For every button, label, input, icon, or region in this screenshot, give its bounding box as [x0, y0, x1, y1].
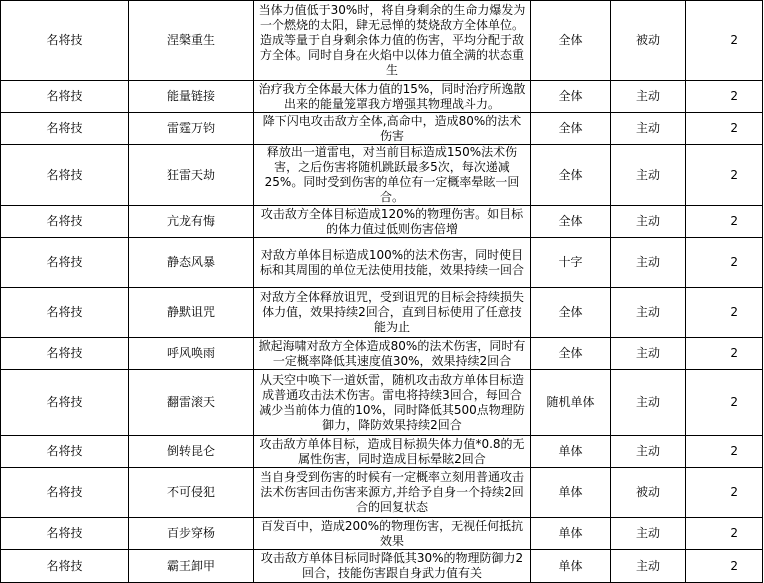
- skill-name-cell: 霸王卸甲: [129, 550, 254, 583]
- skill-mode-cell: 被动: [611, 1, 686, 81]
- skill-name-cell: 涅槃重生: [129, 1, 254, 81]
- skill-level-cell: 2: [686, 338, 763, 370]
- skill-category-cell: 名将技: [1, 81, 129, 113]
- skill-category-cell: 名将技: [1, 1, 129, 81]
- skill-level-cell: 2: [686, 206, 763, 238]
- skill-target-cell: 单体: [531, 468, 611, 518]
- skill-description-cell: 释放出一道雷电，对当前目标造成150%法术伤害，之后伤害将随机跳跃最多5次，每次递减25%。同时受到伤害的单位有一定概率晕眩一回合。: [254, 145, 531, 206]
- skills-table-body: [1, 1, 763, 583]
- skill-mode-cell: 主动: [611, 288, 686, 338]
- table-row: [1, 113, 763, 145]
- skill-category-cell: 名将技: [1, 288, 129, 338]
- table-row: [1, 436, 763, 468]
- skill-mode-cell: 主动: [611, 436, 686, 468]
- skill-name-cell: 雷霆万钧: [129, 113, 254, 145]
- table-row: [1, 370, 763, 436]
- skill-category-cell: 名将技: [1, 206, 129, 238]
- skill-level-cell: 2: [686, 468, 763, 518]
- skill-level-cell: 2: [686, 238, 763, 288]
- table-row: [1, 206, 763, 238]
- skill-name-cell: 翻雷滚天: [129, 370, 254, 436]
- skill-mode-cell: 被动: [611, 468, 686, 518]
- skill-target-cell: 全体: [531, 338, 611, 370]
- skill-level-cell: 2: [686, 518, 763, 550]
- skill-level-cell: 2: [686, 288, 763, 338]
- skill-category-cell: 名将技: [1, 468, 129, 518]
- skill-target-cell: 全体: [531, 288, 611, 338]
- table-row: [1, 145, 763, 206]
- table-row: [1, 518, 763, 550]
- skill-mode-cell: 主动: [611, 518, 686, 550]
- skill-name-cell: 狂雷天劫: [129, 145, 254, 206]
- skill-description-cell: 从天空中唤下一道妖雷，随机攻击敌方单体目标造成普通攻击法术伤害。雷电将持续3回合，每回合减少当前体力值的10%，同时降低其500点物理防御力，降防效果持续2回合: [254, 370, 531, 436]
- skill-target-cell: 全体: [531, 81, 611, 113]
- table-row: [1, 468, 763, 518]
- table-row: [1, 81, 763, 113]
- skill-mode-cell: 主动: [611, 238, 686, 288]
- skill-description-cell: 对敌方单体目标造成100%的法术伤害，同时使目标和其周围的单位无法使用技能，效果持续一回合: [254, 238, 531, 288]
- skill-category-cell: 名将技: [1, 436, 129, 468]
- skill-level-cell: 2: [686, 145, 763, 206]
- skill-category-cell: 名将技: [1, 145, 129, 206]
- skill-description-cell: 攻击敌方单体目标同时降低其30%的物理防御力2回合，技能伤害跟自身武力值有关: [254, 550, 531, 583]
- skill-level-cell: 2: [686, 370, 763, 436]
- skill-name-cell: 不可侵犯: [129, 468, 254, 518]
- skill-target-cell: 单体: [531, 518, 611, 550]
- skill-category-cell: 名将技: [1, 370, 129, 436]
- skill-category-cell: 名将技: [1, 113, 129, 145]
- skill-target-cell: 全体: [531, 206, 611, 238]
- skill-name-cell: 呼风唤雨: [129, 338, 254, 370]
- skill-category-cell: 名将技: [1, 550, 129, 583]
- skill-name-cell: 亢龙有悔: [129, 206, 254, 238]
- skill-description-cell: 对敌方全体释放诅咒，受到诅咒的目标会持续损失体力值，效果持续2回合，直到目标使用了任意技能为止: [254, 288, 531, 338]
- skill-level-cell: 2: [686, 113, 763, 145]
- skill-mode-cell: 主动: [611, 550, 686, 583]
- skill-mode-cell: 主动: [611, 338, 686, 370]
- skill-target-cell: 随机单体: [531, 370, 611, 436]
- skill-mode-cell: 主动: [611, 81, 686, 113]
- skill-mode-cell: 主动: [611, 370, 686, 436]
- skill-level-cell: 2: [686, 436, 763, 468]
- skill-target-cell: 全体: [531, 145, 611, 206]
- skill-name-cell: 静默诅咒: [129, 288, 254, 338]
- skill-description-cell: 攻击敌方全体目标造成120%的物理伤害。如目标的体力值过低则伤害倍增: [254, 206, 531, 238]
- skill-level-cell: 2: [686, 81, 763, 113]
- table-row: [1, 238, 763, 288]
- skill-name-cell: 百步穿杨: [129, 518, 254, 550]
- skill-name-cell: 静态风暴: [129, 238, 254, 288]
- skill-mode-cell: 主动: [611, 206, 686, 238]
- skill-description-cell: 攻击敌方单体目标，造成目标损失体力值*0.8的无属性伤害，同时造成目标晕眩2回合: [254, 436, 531, 468]
- skill-mode-cell: 主动: [611, 113, 686, 145]
- skill-target-cell: 全体: [531, 113, 611, 145]
- skill-category-cell: 名将技: [1, 238, 129, 288]
- skill-target-cell: 十字: [531, 238, 611, 288]
- table-row: [1, 338, 763, 370]
- skill-target-cell: 全体: [531, 1, 611, 81]
- table-row: [1, 288, 763, 338]
- skill-category-cell: 名将技: [1, 338, 129, 370]
- skill-description-cell: 百发百中，造成200%的物理伤害，无视任何抵抗效果: [254, 518, 531, 550]
- skill-level-cell: 2: [686, 1, 763, 81]
- skill-description-cell: 掀起海啸对敌方全体造成80%的法术伤害，同时有一定概率降低其速度值30%，效果持续2回合: [254, 338, 531, 370]
- table-row: [1, 550, 763, 583]
- skill-description-cell: 当自身受到伤害的时候有一定概率立刻用普通攻击法术伤害回击伤害来源方,并给予自身一个持续2回合的回复状态: [254, 468, 531, 518]
- skill-name-cell: 能量链接: [129, 81, 254, 113]
- skill-description-cell: 当体力值低于30%时，将自身剩余的生命力爆发为一个燃烧的太阳，肆无忌惮的焚烧敌方全体单位。造成等量于自身剩余体力值的伤害，平均分配于敌方全体。同时自身在火焰中以体力值全满的状态重生: [254, 1, 531, 81]
- skill-mode-cell: 主动: [611, 145, 686, 206]
- skill-target-cell: 单体: [531, 436, 611, 468]
- skill-name-cell: 倒转昆仑: [129, 436, 254, 468]
- skill-level-cell: 2: [686, 550, 763, 583]
- skill-description-cell: 治疗我方全体最大体力值的15%，同时治疗所逸散出来的能量笼罩我方增强其物理战斗力。: [254, 81, 531, 113]
- skill-description-cell: 降下闪电攻击敌方全体,高命中，造成80%的法术伤害: [254, 113, 531, 145]
- skill-target-cell: 单体: [531, 550, 611, 583]
- table-row: [1, 1, 763, 81]
- skill-category-cell: 名将技: [1, 518, 129, 550]
